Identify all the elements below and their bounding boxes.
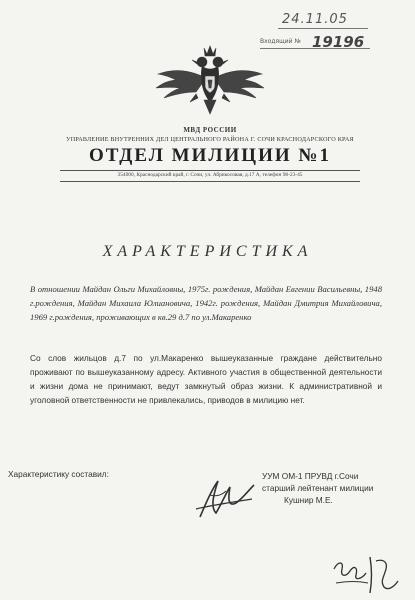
letterhead-divider-bottom bbox=[60, 181, 360, 182]
handwritten-signature bbox=[192, 473, 262, 523]
signer-position-line2: старший лейтенант милиции bbox=[262, 483, 374, 493]
stamp-date: 24.11.05 bbox=[282, 12, 348, 27]
signer-position-line1: УУМ ОМ-1 ПРУВД г.Сочи bbox=[262, 471, 359, 481]
stamp-number: 19196 bbox=[312, 33, 365, 51]
stamp-label: Входящий № bbox=[260, 38, 301, 45]
letterhead-address: 354000, Краснодарский край, г. Сочи, ул. Абрикосовая, д.17 А, телефон 98-23-45 bbox=[117, 172, 303, 178]
handwritten-mark bbox=[328, 547, 408, 595]
signer-name: Кушнир М.Е. bbox=[284, 495, 333, 505]
stamp-divider bbox=[278, 28, 368, 29]
eagle-emblem-icon bbox=[150, 40, 270, 120]
ministry-name: МВД РОССИИ bbox=[183, 126, 237, 134]
stamp-underline bbox=[260, 48, 370, 49]
body-paragraph: Со слов жильцов д.7 по ул.Макаренко вышеуказанные граждане действительно проживают по вышеуказанному адресу. Активного участия в общественной деятельности и жизни дома не принимают, ведут замкнутый образ жизни. К административной и уголовной ответственности не привлекались, приводов в милицию нет. bbox=[30, 353, 382, 405]
signer-block bbox=[262, 470, 412, 506]
intro-paragraph: В отношении Майдан Ольги Михайловны, 1975г. рождения, Майдан Евгении Васильевны, 1948 г.рождения, Майдан Михаила Юлиановича, 1942г. рождения, Майдан Дмитрия Михайловича, 1969 г.рождения, проживающих в кв.29 д.7 по ул.Макаренко bbox=[30, 284, 382, 322]
document-title: ХАРАКТЕРИСТИКА bbox=[102, 243, 313, 260]
directorate-name: УПРАВЛЕНИЕ ВНУТРЕННИХ ДЕЛ ЦЕНТРАЛЬНОГО РАЙОНА Г. СОЧИ КРАСНОДАРСКОГО КРАЯ bbox=[66, 136, 354, 143]
letterhead bbox=[40, 126, 380, 167]
letterhead-divider-top bbox=[60, 170, 360, 171]
department-name: ОТДЕЛ МИЛИЦИИ №1 bbox=[89, 145, 331, 166]
composed-by-label: Характеристику составил: bbox=[8, 469, 109, 479]
